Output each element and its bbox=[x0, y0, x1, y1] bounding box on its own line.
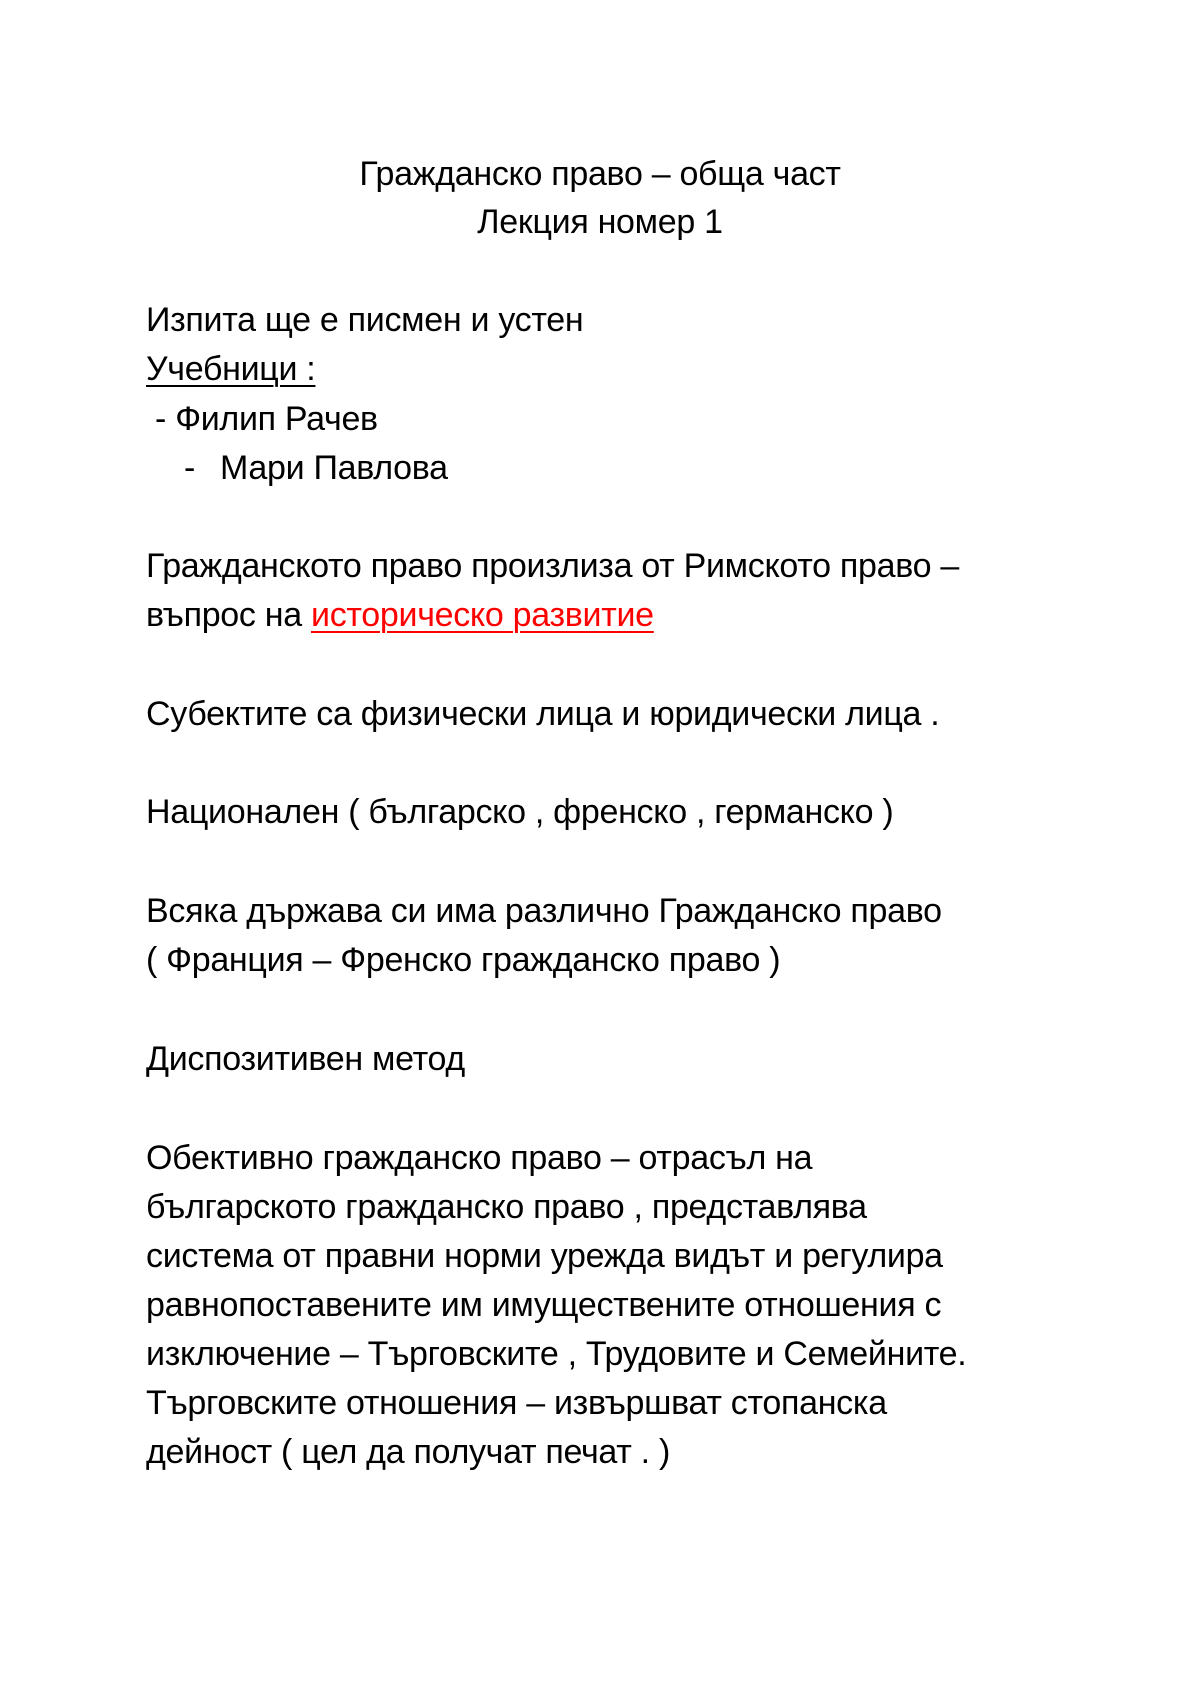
origin-line bbox=[146, 591, 654, 639]
textbook-item bbox=[184, 444, 448, 492]
objective-line: дейност ( цел да получат печат . ) bbox=[146, 1433, 670, 1471]
textbook-name: Мари Павлова bbox=[220, 449, 448, 487]
method-line: Диспозитивен метод bbox=[146, 1040, 465, 1078]
textbook-name: Филип Рачев bbox=[175, 400, 378, 438]
objective-line: Търговските отношения – извършват стопанска bbox=[146, 1384, 887, 1422]
list-marker: - bbox=[155, 400, 167, 438]
textbook-item bbox=[155, 395, 378, 443]
list-marker: - bbox=[184, 449, 196, 487]
exam-note: Изпита ще е писмен и устен bbox=[146, 301, 584, 339]
origin-line: Гражданското право произлиза от Римското право – bbox=[146, 547, 959, 585]
textbooks-heading: Учебници : bbox=[146, 350, 316, 388]
page-title: Гражданско право – обща част bbox=[359, 155, 841, 193]
page-subtitle: Лекция номер 1 bbox=[477, 203, 723, 241]
national-line: Национален ( българско , френско , германско ) bbox=[146, 793, 894, 831]
objective-line: равнопоставените им имуществените отношения с bbox=[146, 1286, 942, 1324]
highlighted-phrase: историческо развитие bbox=[311, 596, 654, 634]
subjects-line: Субектите са физически лица и юридически лица . bbox=[146, 695, 940, 733]
objective-line: Обективно гражданско право – отрасъл на bbox=[146, 1139, 813, 1177]
objective-line: изключение – Търговските , Трудовите и Семейните. bbox=[146, 1335, 967, 1373]
objective-line: българското гражданско право , представлява bbox=[146, 1188, 867, 1226]
origin-prefix: въпрос на bbox=[146, 596, 311, 634]
objective-line: система от правни норми урежда видът и регулира bbox=[146, 1237, 943, 1275]
state-line: ( Франция – Френско гражданско право ) bbox=[146, 941, 781, 979]
state-line: Всяка държава си има различно Гражданско право bbox=[146, 892, 942, 930]
